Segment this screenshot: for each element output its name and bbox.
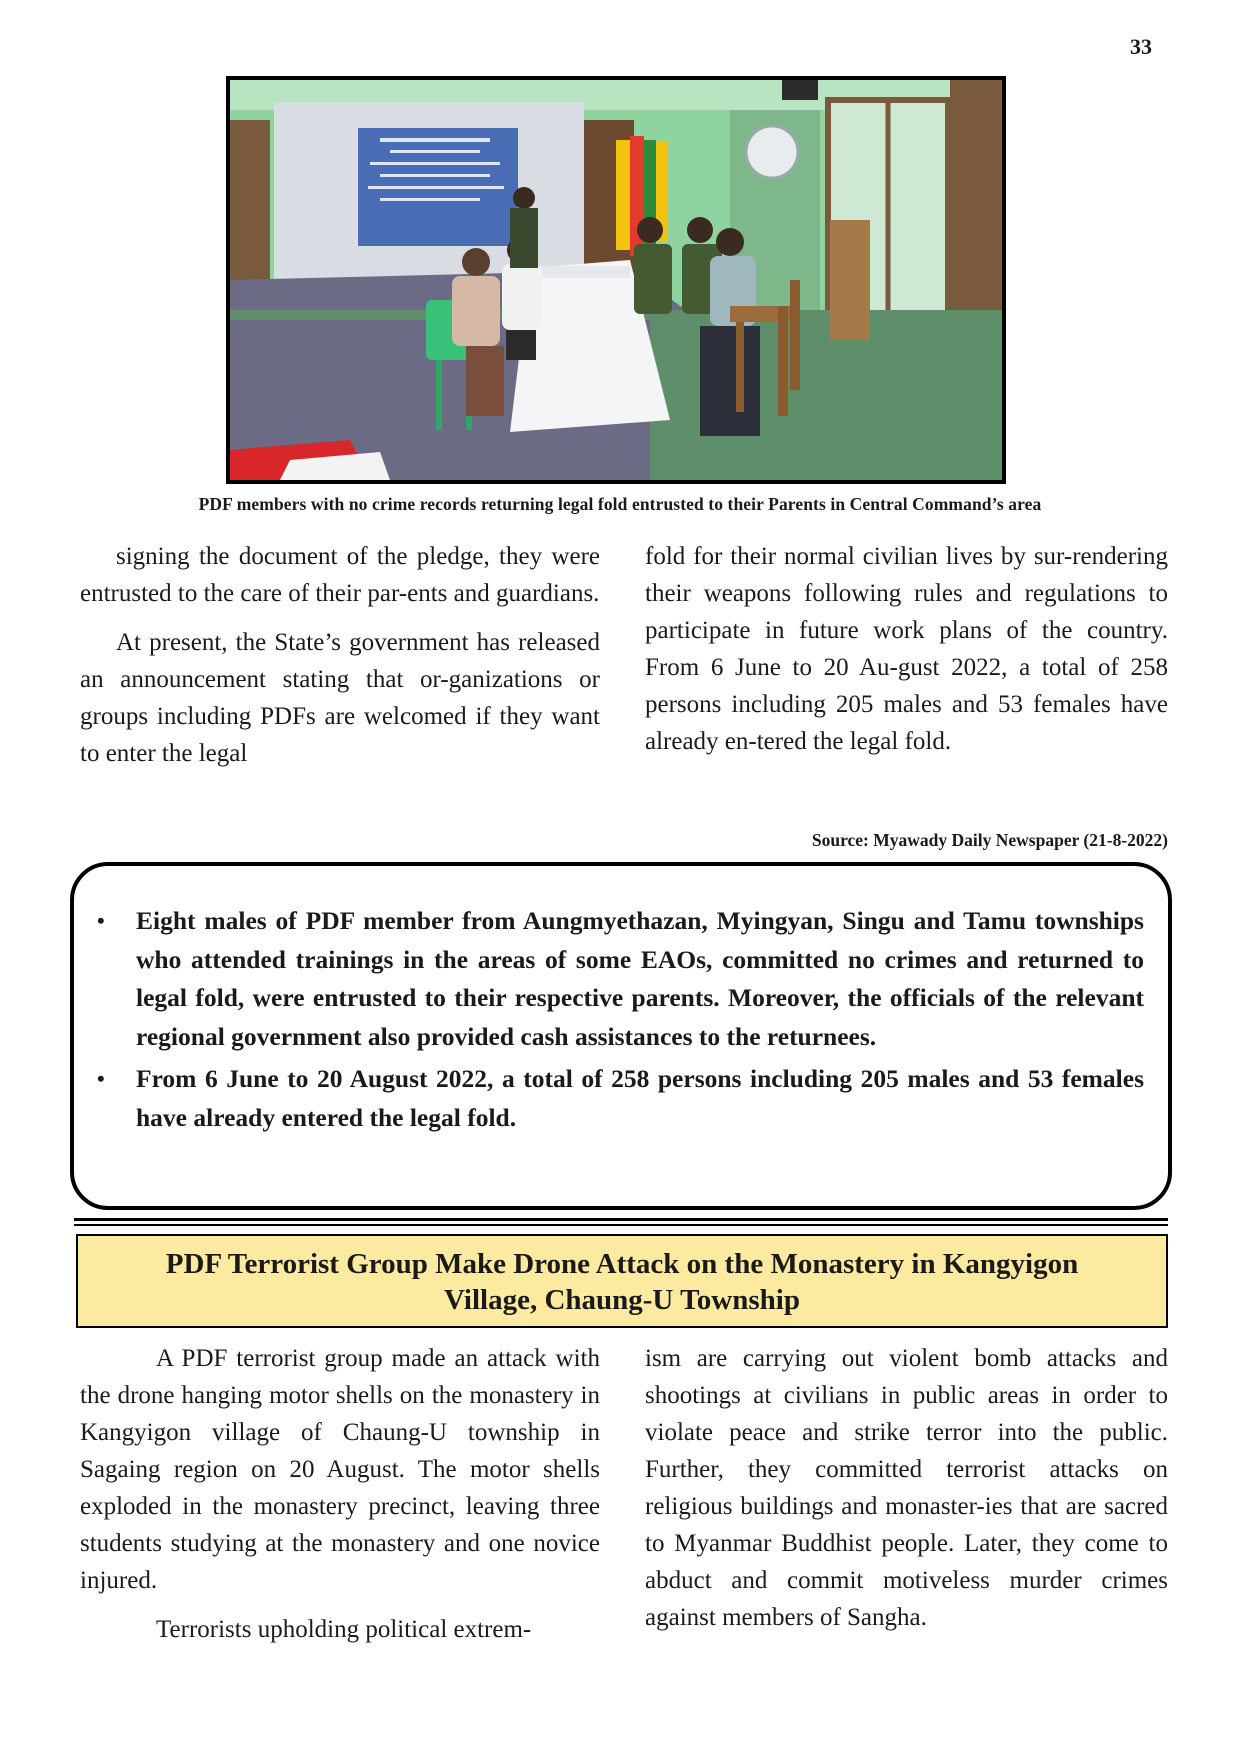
article2-left-paragraph: Terrorists upholding political extrem- — [156, 1616, 532, 1643]
summary-list — [74, 902, 1168, 1141]
bullet-icon: • — [97, 908, 105, 933]
article2-right-column — [645, 1340, 1168, 1636]
article1-right-paragraph: fold for their normal civilian lives by sur-rendering their weapons following rules and regulations to participate in future work plans of the country. From 6 June to 20 Au-gust 2022, a total of 258 persons including 205 males and 53 females have already en-tered the legal fold. — [645, 543, 1168, 755]
divider-rule — [74, 1224, 1168, 1226]
divider-rule — [74, 1218, 1168, 1221]
source-credit: Source: Myawady Daily Newspaper (21-8-2022) — [811, 830, 1168, 850]
bullet-icon: • — [97, 1066, 105, 1091]
article1-right-column — [645, 538, 1168, 760]
meeting-photo-drawing — [230, 80, 1002, 480]
headline-line: Village, Chaung-U Township — [444, 1284, 800, 1316]
article2-left-column — [80, 1340, 600, 1648]
article1-left-paragraph: signing the document of the pledge, they were entrusted to the care of their par-ents and guardians. — [80, 543, 600, 607]
article2-right-paragraph: ism are carrying out violent bomb attacks and shootings at civilians in public areas in order to violate peace and strike terror into the public. Further, they committed terrorist attacks on religious buildings and monaster-ies that are sacred to Myanmar Buddhist people. Later, they come to abduct and commit motiveless murder crimes against members of Sangha. — [645, 1345, 1168, 1631]
page-number: 33 — [1130, 34, 1152, 59]
article2-left-paragraph: A PDF terrorist group made an attack with the drone hanging motor shells on the monastery in Kangyigon village of Chaung-U township in Sagaing region on 20 August. The motor shells exploded in the monastery precinct, leaving three students studying at the monastery and one novice injured. — [80, 1345, 600, 1594]
article1-left-paragraph: At present, the State’s government has released an announcement stating that or-ganizations or groups including PDFs are welcomed if they want to enter the legal — [80, 629, 600, 767]
summary-callout — [70, 862, 1172, 1210]
headline-line: PDF Terrorist Group Make Drone Attack on the Monastery in Kangyigon — [165, 1248, 1079, 1280]
summary-item — [74, 1060, 1168, 1137]
summary-item-text: Eight males of PDF member from Aungmyethazan, Myingyan, Singu and Tamu townships who attended trainings in the areas of some EAOs, committed no crimes and returned to legal fold, were entrusted to their respective parents. Moreover, the officials of the relevant regional government also provided cash assistances to the returnees. — [136, 906, 1144, 1051]
photo-caption: PDF members with no crime records returning legal fold entrusted to their Parents in Central Command’s area — [198, 494, 1042, 514]
meeting-photo — [226, 76, 1006, 484]
summary-item-text: From 6 June to 20 August 2022, a total of 258 persons including 205 males and 53 females have already entered the legal fold. — [136, 1064, 1144, 1132]
article2-headline — [76, 1234, 1168, 1328]
article1-left-column — [80, 538, 600, 772]
summary-item — [74, 902, 1168, 1056]
